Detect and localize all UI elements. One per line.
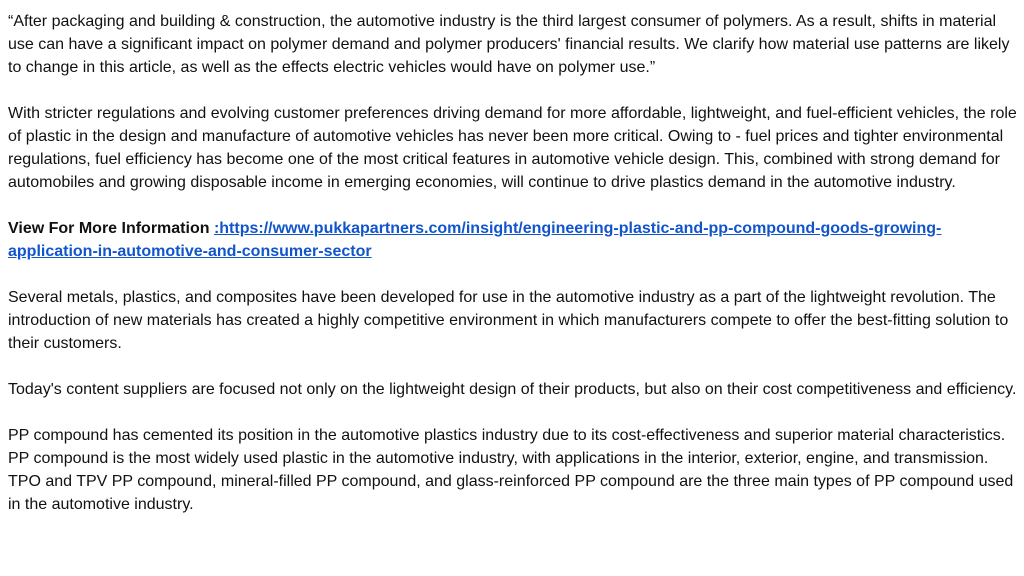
suppliers-paragraph: Today's content suppliers are focused not only on the lightweight design of their products, but also on their cost competitiveness and efficiency. [8, 381, 1017, 398]
intro-quote-paragraph: “After packaging and building & construction, the automotive industry is the third largest consumer of polymers. As a result, shifts in material use can have a significant impact on polymer demand and polymer producers' financial results. We clarify how material use patterns are likely to change in this article, as well as the effects electric vehicles would have on polymer use.” [8, 13, 1010, 76]
more-info-label: View For More Information [8, 220, 214, 237]
more-info-paragraph [8, 217, 1018, 263]
materials-paragraph: Several metals, plastics, and composites have been developed for use in the automotive industry as a part of the lightweight revolution. The introduction of new materials has created a highly competitive environment in which manufacturers compete to offer the best-fitting solution to their customers. [8, 289, 1009, 352]
more-info-link[interactable]: :https://www.pukkapartners.com/insight/engineering-plastic-and-pp-compound-goods-growing-application-in-automotive-and-consumer-sector [8, 220, 942, 260]
regulations-paragraph: With stricter regulations and evolving customer preferences driving demand for more affordable, lightweight, and fuel-efficient vehicles, the role of plastic in the design and manufacture of automotive vehicles has never been more critical. Owing to - fuel prices and tighter environmental regulations, fuel efficiency has become one of the most critical features in automotive vehicle design. This, combined with strong demand for automobiles and growing disposable income in emerging economies, will continue to drive plastics demand in the automotive industry. [8, 105, 1017, 191]
pp-compound-paragraph: PP compound has cemented its position in the automotive plastics industry due to its cost-effectiveness and superior material characteristics. PP compound is the most widely used plastic in the automotive industry, with applications in the interior, exterior, engine, and transmission. TPO and TPV PP compound, mineral-filled PP compound, and glass-reinforced PP compound are the three main types of PP compound used in the automotive industry. [8, 427, 1014, 513]
